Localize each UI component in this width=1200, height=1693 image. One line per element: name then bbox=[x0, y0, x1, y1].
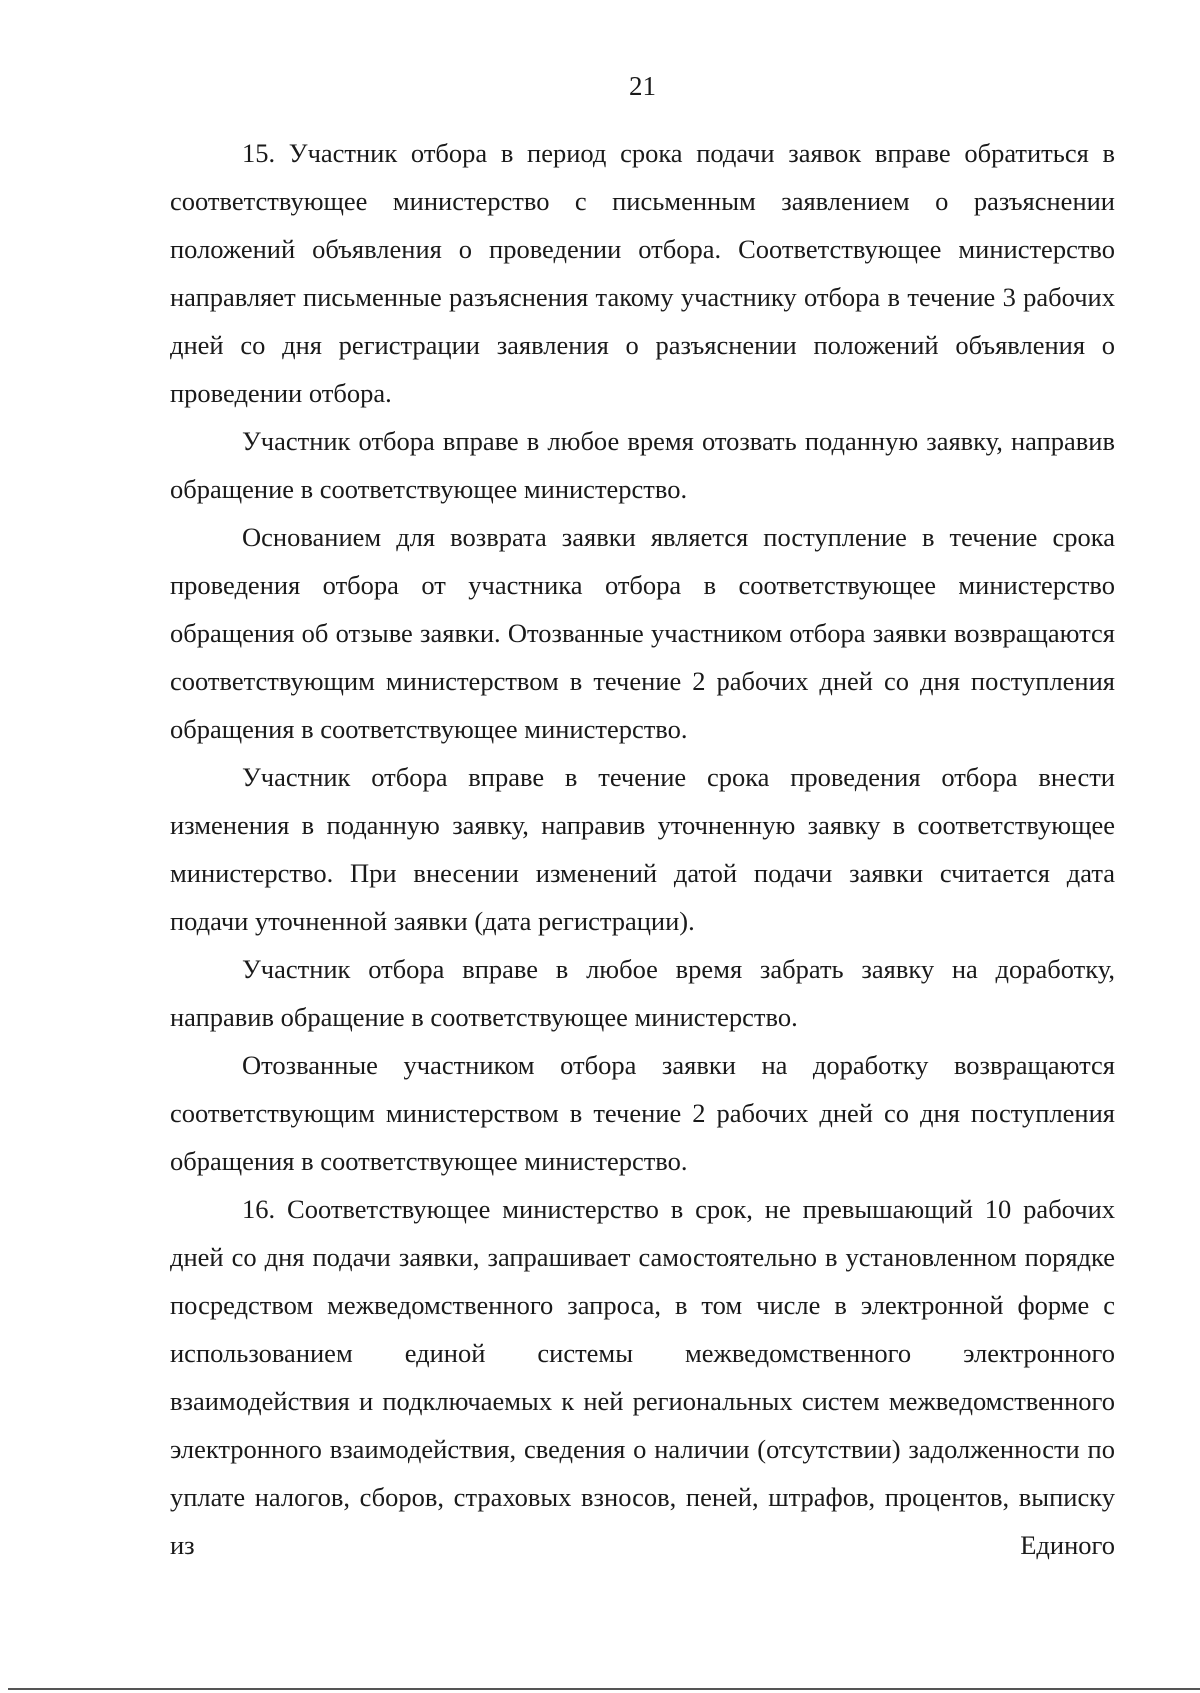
paragraph-15: 15. Участник отбора в период срока подачи заявок вправе обратиться в соответствующее министерство с письменным заявлением о разъяснении положений объявления о проведении отбора. Соответствующее министерство направляет письменные разъяснения такому участнику отбора в течение 3 рабочих дней со дня регистрации заявления о разъяснении положений объявления о проведении отбора. bbox=[170, 138, 1115, 408]
paragraph-return-basis: Основанием для возврата заявки является поступление в течение срока проведения отбора от участника отбора в соответствующее министерство обращения об отзыве заявки. Отозванные участником отбора заявки возвращаются соответствующим министерством в течение 2 рабочих дней со дня поступления обращения в соответствующее министерство. bbox=[170, 522, 1115, 744]
paragraph-amend-application: Участник отбора вправе в течение срока проведения отбора внести изменения в поданную заявку, направив уточненную заявку в соответствующее министерство. При внесении изменений датой подачи заявки считается дата подачи уточненной заявки (дата регистрации). bbox=[170, 762, 1115, 936]
page-bottom-rule bbox=[8, 1688, 1200, 1690]
paragraph-revision-request: Участник отбора вправе в любое время забрать заявку на доработку, направив обращение в соответствующее министерство. bbox=[170, 954, 1115, 1032]
page-number: 21 bbox=[629, 71, 656, 101]
paragraph-16: 16. Соответствующее министерство в срок, не превышающий 10 рабочих дней со дня подачи заявки, запрашивает самостоятельно в установленном порядке посредством межведомственного запроса, в том числе в электронной форме с использованием единой системы межведомственного электронного взаимодействия и подключаемых к ней региональных систем межведомственного электронного взаимодействия, сведения о наличии (отсутствии) задолженности по уплате налогов, сборов, страховых взносов, пеней, штрафов, процентов, выписку из Единого bbox=[170, 1194, 1115, 1560]
document-body bbox=[170, 129, 1115, 1569]
paragraph-withdraw-application: Участник отбора вправе в любое время отозвать поданную заявку, направив обращение в соответствующее министерство. bbox=[170, 426, 1115, 504]
paragraph-revision-return: Отозванные участником отбора заявки на доработку возвращаются соответствующим министерством в течение 2 рабочих дней со дня поступления обращения в соответствующее министерство. bbox=[170, 1050, 1115, 1176]
